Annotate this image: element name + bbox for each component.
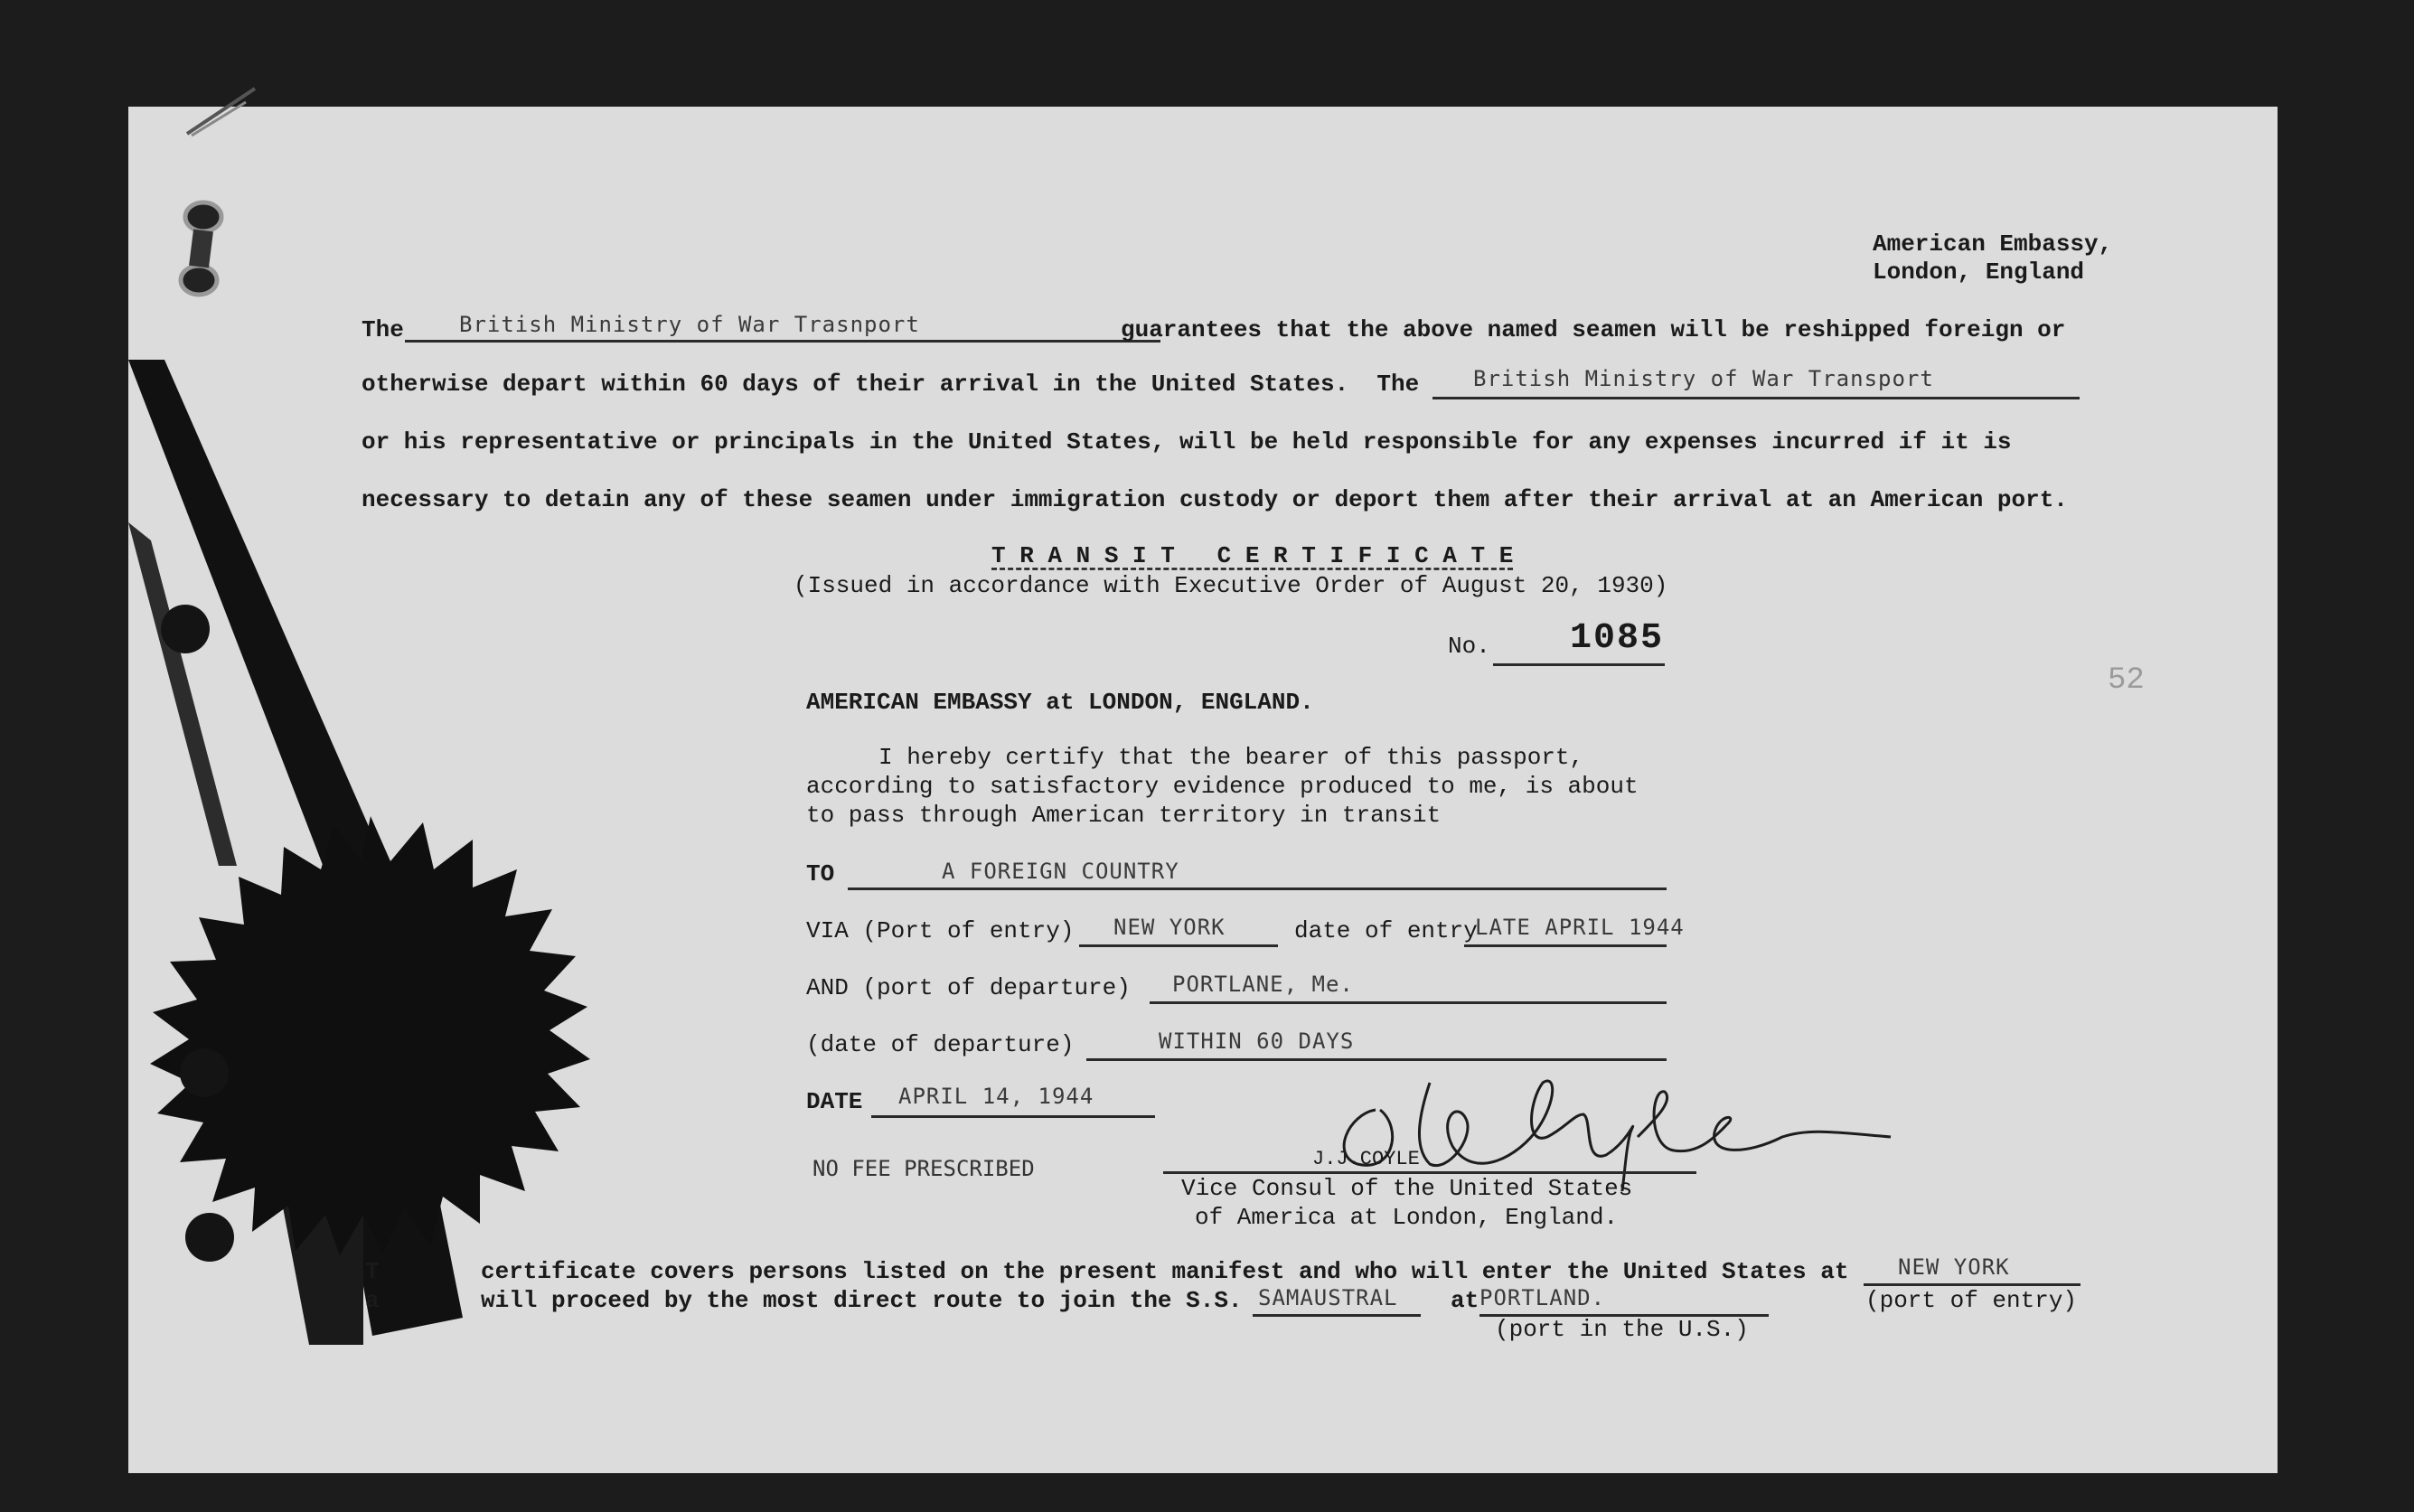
certificate-number-line	[1493, 663, 1665, 666]
punch-hole	[185, 1213, 234, 1262]
date-of-entry-label: date of entry	[1294, 917, 1478, 944]
certify-line-3: to pass through American territory in transit	[806, 802, 1442, 829]
date-of-entry-line	[1464, 944, 1667, 947]
footer-port-label: (port in the U.S.)	[1495, 1316, 1749, 1343]
signer-title-1: Vice Consul of the United States	[1181, 1175, 1633, 1202]
via-line	[1079, 944, 1278, 947]
guarantor-field-1: British Ministry of War Trasnport	[459, 312, 920, 337]
footer-ship-line	[1253, 1314, 1421, 1317]
footer-text-2b: will proceed by the most direct route to join the S.S.	[481, 1287, 1243, 1314]
punch-hole	[180, 1048, 229, 1097]
no-fee-prescribed: NO FEE PRESCRIBED	[812, 1156, 1035, 1181]
side-page-number: 52	[2108, 663, 2145, 698]
via-label: VIA (Port of entry)	[806, 917, 1075, 944]
signer-name: J.J.COYLE	[1312, 1148, 1420, 1170]
to-value: A FOREIGN COUNTRY	[942, 859, 1179, 884]
certificate-title: T R A N S I T C E R T I F I C A T E	[991, 542, 1514, 569]
footer-entry-port: NEW YORK	[1898, 1254, 2010, 1280]
document-page	[128, 107, 2278, 1473]
footer-text-1b: certificate covers persons listed on the present manifest and who will enter the United States at	[481, 1258, 1849, 1285]
certificate-number: 1085	[1570, 618, 1665, 659]
embassy-address-line1: American Embassy,	[1873, 230, 2113, 258]
date-label: DATE	[806, 1088, 863, 1115]
eyelet-icon	[172, 190, 235, 316]
guarantor-line-1	[405, 340, 1160, 343]
guarantee-text-4: necessary to detain any of these seamen under immigration custody or deport them after their arrival at an American port.	[362, 486, 2068, 513]
certify-line-1: I hereby certify that the bearer of this passport,	[878, 744, 1584, 771]
embassy-heading: AMERICAN EMBASSY at LONDON, ENGLAND.	[806, 689, 1314, 716]
punch-hole	[161, 605, 210, 653]
footer-entry-port-line	[1864, 1283, 2081, 1286]
date-line	[871, 1115, 1155, 1118]
port-of-departure-line	[1150, 1001, 1667, 1004]
footer-port: PORTLAND.	[1479, 1285, 1606, 1310]
guarantor-field-2: British Ministry of War Transport	[1473, 366, 1934, 391]
footer-text-1a: T	[365, 1258, 380, 1285]
to-label: TO	[806, 860, 835, 887]
embassy-address-line2: London, England	[1873, 258, 2085, 286]
footer-at: at	[1451, 1287, 1479, 1314]
date-of-departure-label: (date of departure)	[806, 1031, 1075, 1058]
date-of-entry-value: LATE APRIL 1944	[1475, 915, 1685, 940]
port-of-departure-label: AND (port of departure)	[806, 974, 1131, 1001]
footer-entry-label: (port of entry)	[1865, 1287, 2078, 1314]
certificate-no-label: No.	[1448, 633, 1490, 660]
footer-text-2a: a	[365, 1287, 380, 1314]
guarantee-the: The	[362, 316, 404, 343]
date-value: APRIL 14, 1944	[898, 1084, 1094, 1109]
signature-line	[1163, 1171, 1696, 1174]
via-value: NEW YORK	[1113, 915, 1226, 940]
date-of-departure-value: WITHIN 60 DAYS	[1159, 1028, 1355, 1054]
guarantee-text-2: otherwise depart within 60 days of their arrival in the United States. The	[362, 371, 1420, 398]
to-line	[848, 887, 1667, 890]
staple-icon	[183, 80, 264, 143]
certify-line-2: according to satisfactory evidence produced to me, is about	[806, 773, 1639, 800]
port-of-departure-value: PORTLANE, Me.	[1172, 972, 1354, 997]
footer-ship-name: SAMAUSTRAL	[1258, 1285, 1398, 1310]
guarantor-line-2	[1432, 397, 2080, 399]
signer-title-2: of America at London, England.	[1195, 1204, 1619, 1231]
guarantee-text-1: guarantees that the above named seamen will be reshipped foreign or	[1121, 316, 2066, 343]
guarantee-text-3: or his representative or principals in the United States, will be held responsible for any expenses incurred if it is	[362, 428, 2012, 455]
certificate-subtitle: (Issued in accordance with Executive Order of August 20, 1930)	[794, 572, 1668, 599]
